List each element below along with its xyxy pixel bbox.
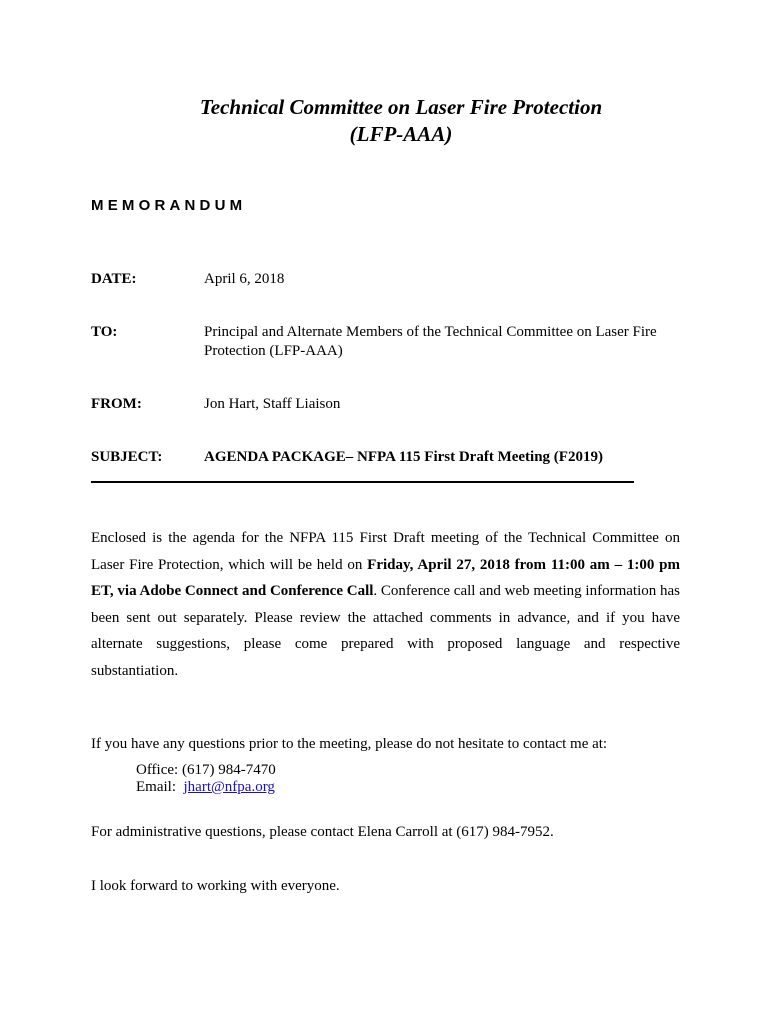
intro-text-end: . Conference call and web meeting information has been sent out separately. Please review the attached comments in advance, and if you have alternate suggestions, please come prepared with proposed language and respective substantiation.	[91, 583, 680, 679]
email-label: Email:	[136, 779, 176, 795]
contact-intro: If you have any questions prior to the meeting, please do not hesitate to contact me at:	[91, 736, 608, 752]
meeting-details: Friday, April 27, 2018 from 11:00 am – 1:00 pm ET, via Adobe Connect and Conference Call	[91, 556, 680, 599]
office-phone: (617) 984-7470	[181, 762, 276, 778]
to-label: TO:	[91, 324, 118, 340]
closing-line: I look forward to working with everyone.	[91, 878, 340, 894]
email-link[interactable]: jhart@nfpa.org	[183, 779, 275, 795]
memorandum-heading: MEMORANDUM	[91, 197, 247, 214]
intro-text-start: Enclosed is the agenda for the NFPA 115 First Draft meeting of the Technical Committee on Laser Fire Protection, which will be held on	[91, 530, 680, 573]
to-value: Principal and Alternate Members of the Technical Committee on Laser Fire Protection (LFP-AAA)	[204, 324, 657, 359]
intro-paragraph	[91, 525, 680, 684]
email-line	[136, 778, 275, 797]
date-label: DATE:	[91, 271, 137, 287]
from-label: FROM:	[91, 396, 142, 412]
subject-value: AGENDA PACKAGE– NFPA 115 First Draft Meeting (F2019)	[204, 449, 603, 465]
committee-title: Technical Committee on Laser Fire Protection	[199, 95, 603, 119]
header-divider	[91, 481, 634, 483]
office-label: Office:	[136, 762, 179, 778]
subject-label: SUBJECT:	[91, 449, 163, 465]
date-value: April 6, 2018	[204, 271, 285, 287]
committee-code: (LFP-AAA)	[349, 122, 453, 146]
from-value: Jon Hart, Staff Liaison	[204, 396, 341, 412]
admin-contact-line: For administrative questions, please contact Elena Carroll at (617) 984-7952.	[91, 824, 554, 840]
